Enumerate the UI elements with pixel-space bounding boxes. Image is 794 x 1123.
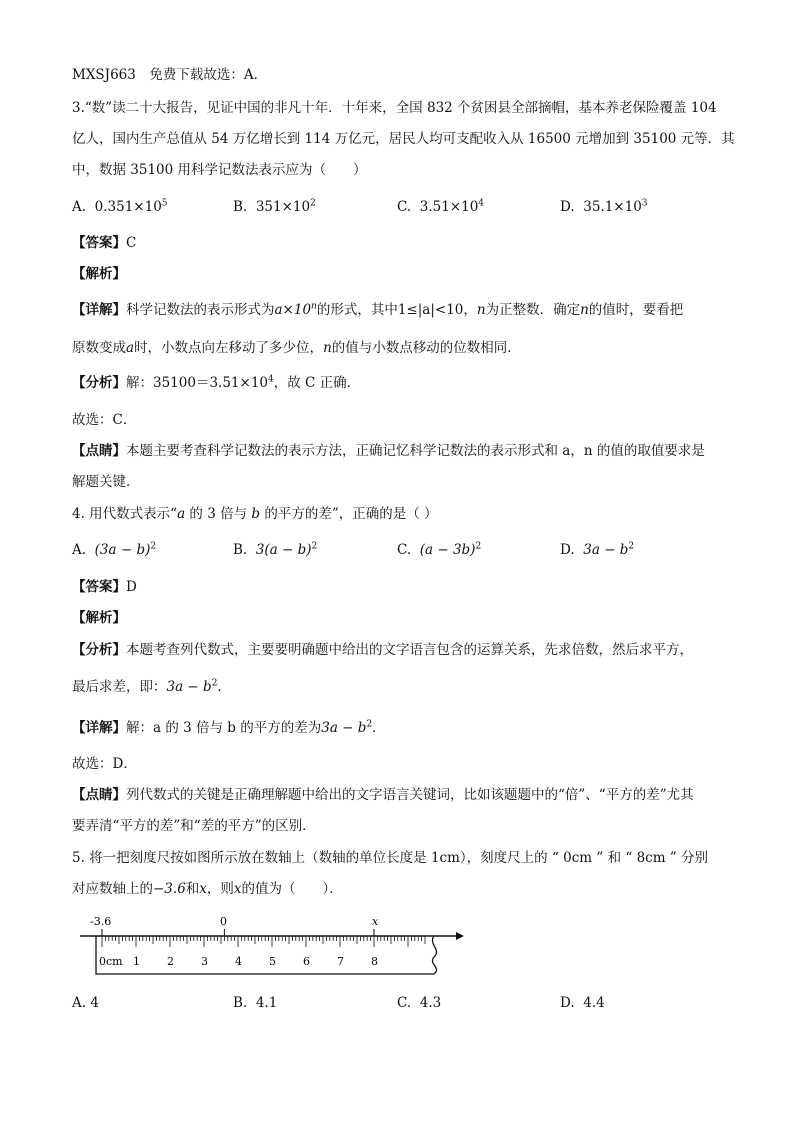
text: 科学记数法的表示形式为	[126, 302, 275, 318]
q3-line-3: 中，数据 35100 用科学记数法表示应为（ ）	[72, 162, 367, 178]
option-label: A.	[72, 542, 87, 558]
q4-fenxi-line-1	[72, 641, 693, 659]
analysis-tag: 【解析】	[72, 266, 126, 282]
text: 时，小数点向左移动了多少位，	[134, 340, 324, 356]
math: a	[177, 506, 186, 522]
option-label: B.	[233, 542, 248, 558]
q4-dianjing-line-1	[72, 786, 694, 804]
option-label: D.	[560, 995, 575, 1011]
ruler-label: 1	[133, 955, 140, 968]
q4-detail	[72, 719, 386, 737]
math: 3a − b	[321, 720, 367, 736]
q5-option-a: A. 4	[72, 995, 99, 1011]
q5-option-b	[233, 994, 277, 1012]
q4-line-1	[72, 505, 438, 523]
ruler-label: 3	[201, 955, 208, 968]
text: 的 3 倍与	[185, 506, 252, 522]
option-value: 4.4	[583, 995, 605, 1011]
math: n	[476, 302, 486, 318]
option-value: 3a − b	[583, 542, 629, 558]
ruler-label: 5	[269, 955, 276, 968]
option-exponent: 2	[311, 541, 318, 552]
text: 为正整数．确定	[485, 302, 581, 318]
analysis-tag: 【解析】	[72, 610, 126, 626]
answer-value: D	[126, 579, 137, 595]
ruler-label: 7	[337, 955, 344, 968]
option-label: D.	[560, 542, 575, 558]
math: a	[126, 340, 135, 356]
q3-line-2: 亿人，国内生产总值从 54 万亿增长到 114 万亿元，居民人均可支配收入从 16500 元增加到 35100 元等．其	[72, 131, 735, 147]
q3-fenxi	[72, 374, 360, 392]
text: 解：a 的 3 倍与 b 的平方的差为	[126, 720, 322, 736]
option-label: C.	[397, 199, 412, 215]
option-label: D.	[560, 199, 575, 215]
q3-detail-line-2	[72, 339, 521, 357]
q5-line-2	[72, 880, 343, 898]
q4-analysis-tag	[72, 609, 126, 627]
text: ．	[217, 679, 231, 695]
ruler-broken-edge	[432, 936, 436, 974]
q4-fenxi-line-2	[72, 678, 231, 696]
math: x	[233, 881, 242, 897]
text: 的值与小数点移动的位数相同．	[331, 340, 521, 356]
option-label: A.	[72, 199, 87, 215]
math: n	[323, 340, 332, 356]
option-value: 3(a − b)	[255, 542, 312, 558]
q5-line-1: 5. 将一把刻度尺按如图所示放在数轴上（数轴的单位长度是 1cm），刻度尺上的 “ 0cm ” 和 “ 8cm ” 分别	[72, 850, 709, 866]
q3-choose: 故选：C．	[72, 412, 137, 428]
text: 最后求差，即：	[72, 679, 167, 695]
header-line: MXSJ663 免费下载故选：A．	[72, 67, 268, 83]
q4-choose: 故选：D．	[72, 756, 137, 772]
math-exponent: n	[311, 301, 317, 312]
option-label: B.	[233, 995, 248, 1011]
option-value: (3a − b)	[94, 542, 151, 558]
math-exponent: 2	[211, 678, 218, 689]
q3-analysis-tag	[72, 265, 126, 283]
answer-tag: 【答案】	[72, 579, 126, 595]
q4-option-b	[233, 541, 317, 559]
q3-line-1: 3.“数”读二十大报告，见证中国的非凡十年．十年来，全国 832 个贫困县全部摘帽，基本养老保险覆盖 104	[72, 100, 717, 116]
fenxi-tag: 【分析】	[72, 375, 126, 391]
option-value: 4.3	[419, 995, 442, 1011]
fenxi-tag: 【分析】	[72, 642, 126, 658]
ruler-number-line-figure	[76, 912, 476, 980]
option-value: 35.1×10	[583, 199, 642, 215]
option-value: 3.51×10	[419, 199, 479, 215]
math: 3a − b	[166, 679, 212, 695]
text: ，则	[206, 881, 234, 897]
ruler-labels	[99, 955, 378, 968]
q5-option-c	[397, 994, 441, 1012]
label-neg-3-6: -3.6	[90, 915, 112, 928]
ruler-body	[96, 936, 434, 974]
label-zero: 0	[220, 915, 227, 928]
math: −3.6	[153, 881, 186, 897]
q5-option-d	[560, 994, 605, 1012]
q3-option-c	[397, 198, 484, 216]
text: 的形式，其中1≤|a|<10，	[316, 302, 477, 318]
text: 的值为（ ）．	[241, 881, 343, 897]
option-value: 0.351×10	[94, 199, 162, 215]
q3-option-b	[233, 198, 316, 216]
option-exponent: 2	[310, 198, 316, 209]
option-label: C.	[397, 542, 412, 558]
answer-value: C	[126, 235, 137, 251]
q4-option-a	[72, 541, 156, 559]
text: ．	[372, 720, 386, 736]
ruler-label: 6	[303, 955, 310, 968]
answer-tag: 【答案】	[72, 235, 126, 251]
label-x: x	[372, 915, 379, 928]
q3-option-a	[72, 198, 168, 216]
q3-detail-line-1	[72, 301, 683, 319]
detail-tag: 【详解】	[72, 302, 126, 318]
text: ，故 C 正确．	[273, 375, 361, 391]
ruler-figure-svg	[76, 912, 476, 976]
option-value: 351×10	[255, 199, 311, 215]
ruler-ticks	[102, 936, 425, 947]
detail-tag: 【详解】	[72, 720, 126, 736]
ruler-label: 4	[235, 955, 242, 968]
axis-ticks	[102, 929, 374, 936]
math: a×10	[274, 302, 312, 318]
q3-dianjing-line-1	[72, 442, 705, 460]
math-exponent: 2	[366, 719, 373, 730]
ruler-label: 8	[371, 955, 378, 968]
q3-answer	[72, 234, 136, 252]
option-exponent: 3	[641, 198, 648, 209]
text: 和	[185, 881, 200, 897]
q4-option-c	[397, 541, 481, 559]
math: n	[580, 302, 589, 318]
q4-option-d	[560, 541, 634, 559]
dianjing-tag: 【点睛】	[72, 787, 126, 803]
text: 解：35100＝3.51×10	[126, 375, 268, 391]
dianjing-tag: 【点睛】	[72, 443, 126, 459]
option-exponent: 5	[161, 198, 168, 209]
text: 对应数轴上的	[72, 881, 153, 897]
ruler-label: 2	[167, 955, 174, 968]
math: x	[199, 881, 207, 897]
text: 的值时，要看把	[588, 302, 684, 318]
text: 本题主要考查科学记数法的表示方法，正确记忆科学记数法的表示形式和 a，n 的值的取值要求是	[126, 443, 705, 459]
option-exponent: 2	[475, 541, 482, 552]
option-label: B.	[233, 199, 248, 215]
option-value: 4.1	[255, 995, 278, 1011]
math-exponent: 4	[268, 374, 274, 385]
ruler-label: 0cm	[99, 955, 123, 968]
option-value: (a − 3b)	[419, 542, 476, 558]
text: 4. 用代数式表示“	[72, 506, 178, 522]
option-label: C.	[397, 995, 412, 1011]
q3-dianjing-line-2: 解题关键．	[72, 474, 140, 490]
option-exponent: 4	[478, 198, 485, 209]
q3-option-d	[560, 198, 648, 216]
text: 原数变成	[72, 340, 126, 356]
math: b	[251, 506, 261, 522]
option-exponent: 2	[150, 541, 157, 552]
axis-arrow	[456, 932, 464, 940]
option-exponent: 2	[628, 541, 635, 552]
text: 列代数式的关键是正确理解题中给出的文字语言关键词，比如该题题中的“倍”、“平方的差”尤其	[126, 787, 694, 803]
text: 的平方的差”，正确的是（ ）	[260, 506, 438, 522]
text: 本题考查列代数式，主要要明确题中给出的文字语言包含的运算关系，先求倍数，然后求平方，	[126, 642, 693, 658]
q4-dianjing-line-2: 要弄清“平方的差”和“差的平方”的区别．	[72, 818, 316, 834]
q4-answer	[72, 578, 137, 596]
